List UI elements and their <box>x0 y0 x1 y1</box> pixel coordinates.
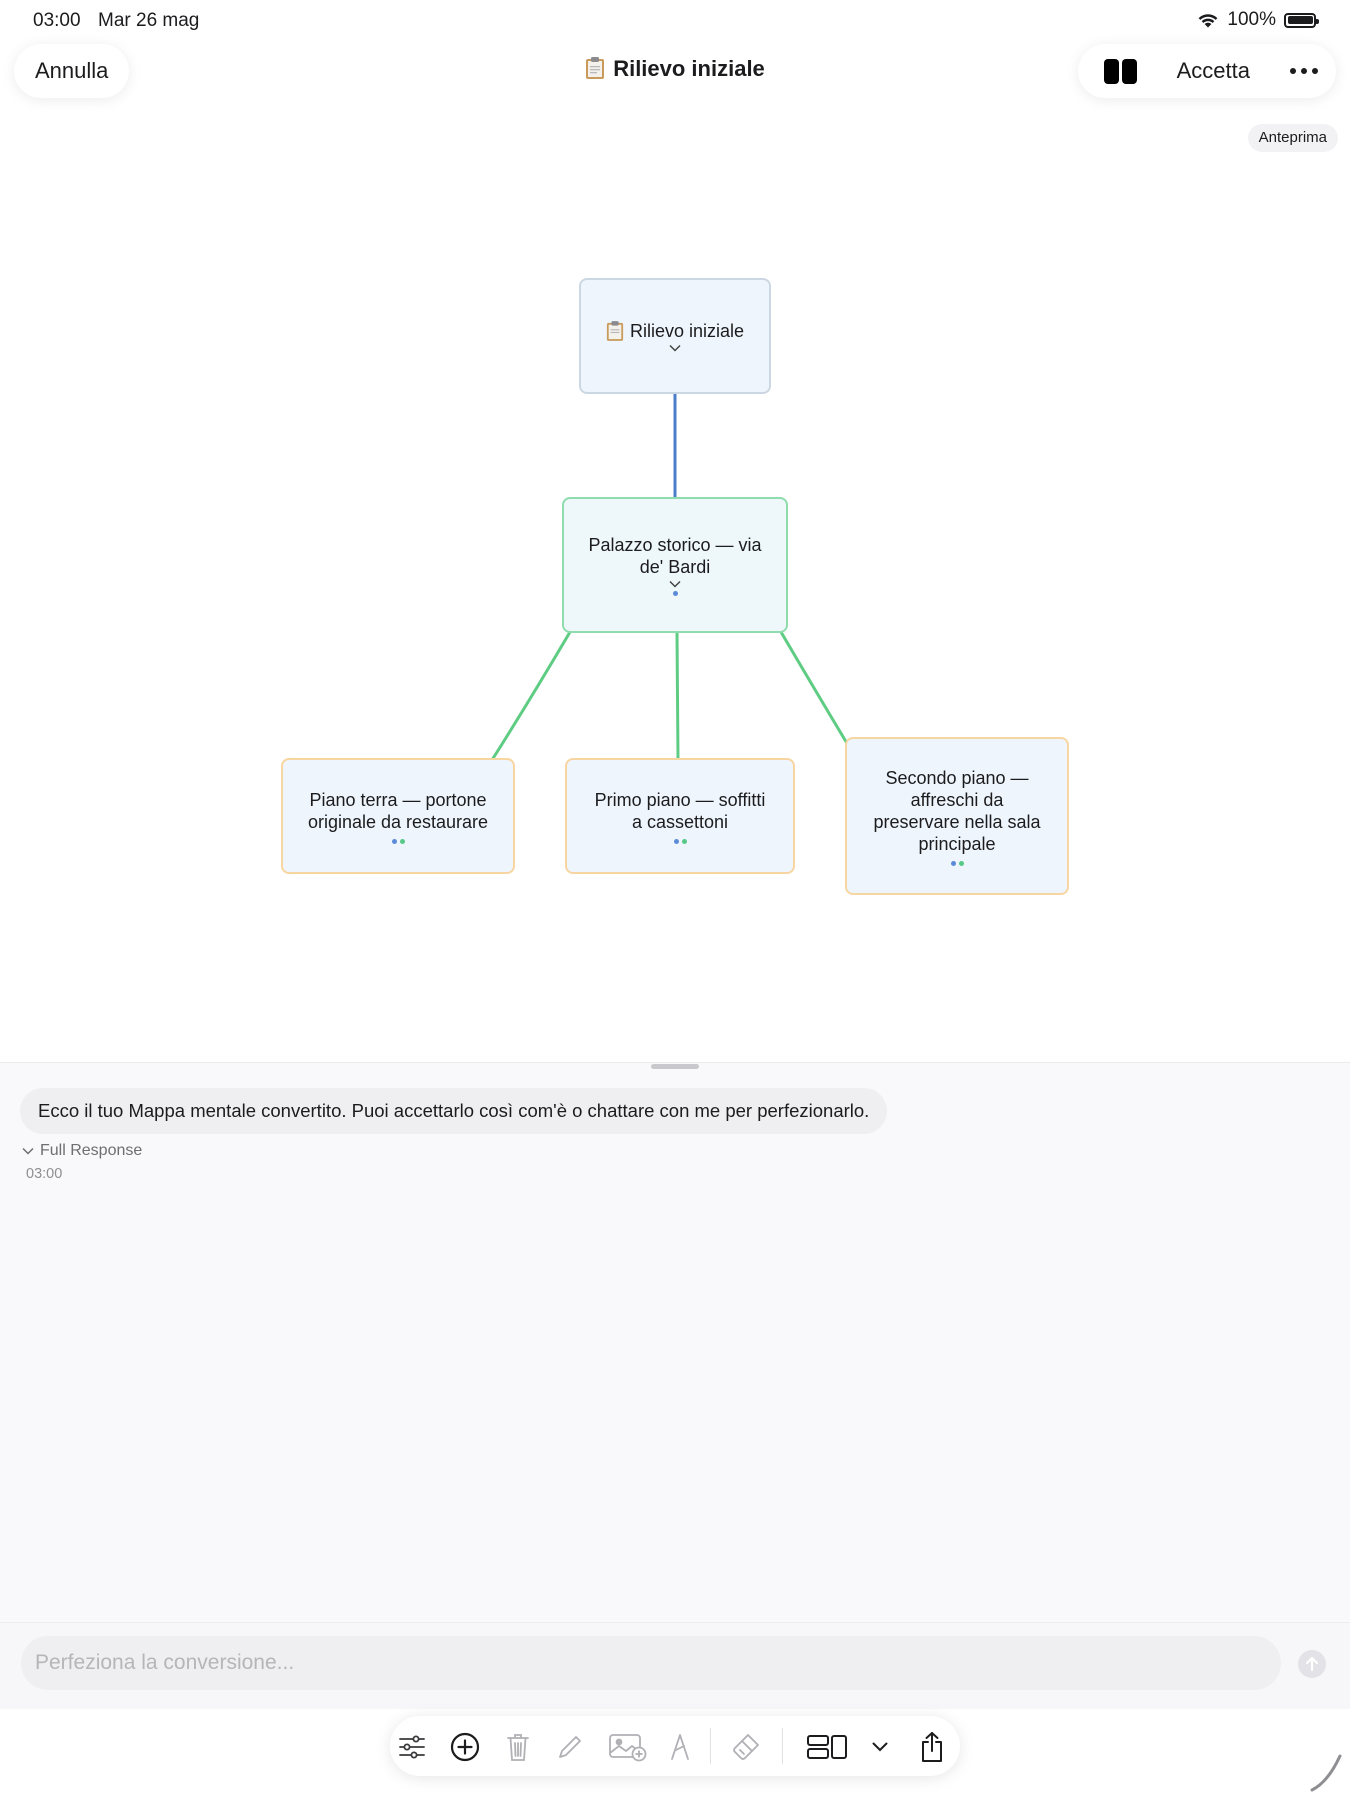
node-indicator <box>673 591 678 596</box>
brush-icon[interactable] <box>729 1730 763 1764</box>
mindmap-node-child[interactable] <box>845 737 1069 895</box>
mindmap-node-center[interactable] <box>562 497 788 633</box>
node-label-line: Piano terra — portone <box>309 789 487 810</box>
battery-icon <box>1284 13 1316 28</box>
mindmap-node-root[interactable] <box>579 278 771 394</box>
node-label-line: originale da restaurare <box>307 811 489 832</box>
link-center-child-3 <box>781 632 848 745</box>
status-indicators <box>1197 9 1316 31</box>
cancel-button[interactable]: Annulla <box>14 44 129 98</box>
chevron-down-icon <box>22 1147 34 1155</box>
toolbar-separator <box>782 1728 783 1764</box>
node-label-line: Secondo piano — <box>885 767 1029 788</box>
mindmap-canvas[interactable] <box>0 160 1350 1060</box>
full-response-toggle[interactable] <box>22 1142 142 1160</box>
add-circle-icon[interactable] <box>448 1730 482 1764</box>
share-icon[interactable] <box>915 1730 949 1764</box>
preview-badge[interactable]: Anteprima <box>1248 124 1338 152</box>
status-bar <box>0 0 1350 44</box>
node-label: Rilievo iniziale <box>629 321 745 341</box>
full-response-label: Full Response <box>40 1142 143 1159</box>
node-label-line: Primo piano — soffitti <box>594 789 766 810</box>
mindmap-node-child[interactable] <box>565 758 795 874</box>
clipboard-icon <box>585 56 605 80</box>
node-label-line: affreschi da <box>910 789 1004 810</box>
accept-button[interactable]: Accetta <box>1176 58 1250 83</box>
header-actions <box>1078 44 1336 98</box>
node-indicator <box>951 861 964 866</box>
page-title-text: Rilievo iniziale <box>613 56 765 81</box>
node-label-line: preservare nella sala <box>873 811 1041 832</box>
sliders-icon[interactable] <box>395 1730 429 1764</box>
node-label-line: de' Bardi <box>639 557 711 577</box>
mindmap-node-child[interactable] <box>281 758 515 874</box>
message-timestamp: 03:00 <box>26 1166 63 1182</box>
toolbar-separator <box>710 1728 711 1764</box>
chat-panel <box>0 1062 1350 1709</box>
battery-percent: 100% <box>1227 9 1276 30</box>
node-label-line: principale <box>918 833 996 854</box>
layout-icon[interactable] <box>806 1730 848 1764</box>
status-time: 03:00 <box>33 10 81 31</box>
chevron-down-icon[interactable] <box>863 1730 897 1764</box>
pencil-icon[interactable] <box>553 1730 587 1764</box>
node-label-line: a cassettoni <box>631 811 729 832</box>
add-image-icon[interactable] <box>608 1730 648 1764</box>
node-indicator <box>392 839 405 844</box>
node-indicator <box>674 839 687 844</box>
node-label-line: Palazzo storico — via <box>588 535 762 555</box>
apple-pencil-icon <box>1308 1752 1344 1792</box>
more-icon[interactable] <box>1290 68 1318 74</box>
text-tool-icon[interactable] <box>663 1730 697 1764</box>
trash-icon[interactable] <box>501 1730 535 1764</box>
link-center-child-1 <box>492 632 570 760</box>
link-center-child-2 <box>677 632 678 760</box>
chevron-down-icon[interactable] <box>669 580 681 588</box>
split-view-icon[interactable] <box>1104 59 1137 84</box>
bottom-toolbar <box>390 1716 960 1776</box>
assistant-message: Ecco il tuo Mappa mentale convertito. Puoi accettarlo così com'è o chattare con me per perfezionarlo. <box>20 1088 887 1134</box>
status-date: Mar 26 mag <box>98 10 200 31</box>
panel-grabber[interactable] <box>651 1064 699 1069</box>
send-button[interactable] <box>1298 1650 1326 1678</box>
wifi-icon <box>1197 12 1219 28</box>
clipboard-icon <box>606 320 624 342</box>
arrow-up-icon <box>1305 1656 1319 1672</box>
root-label-row <box>606 320 744 342</box>
chevron-down-icon[interactable] <box>669 344 681 352</box>
refine-input[interactable] <box>21 1636 1281 1690</box>
